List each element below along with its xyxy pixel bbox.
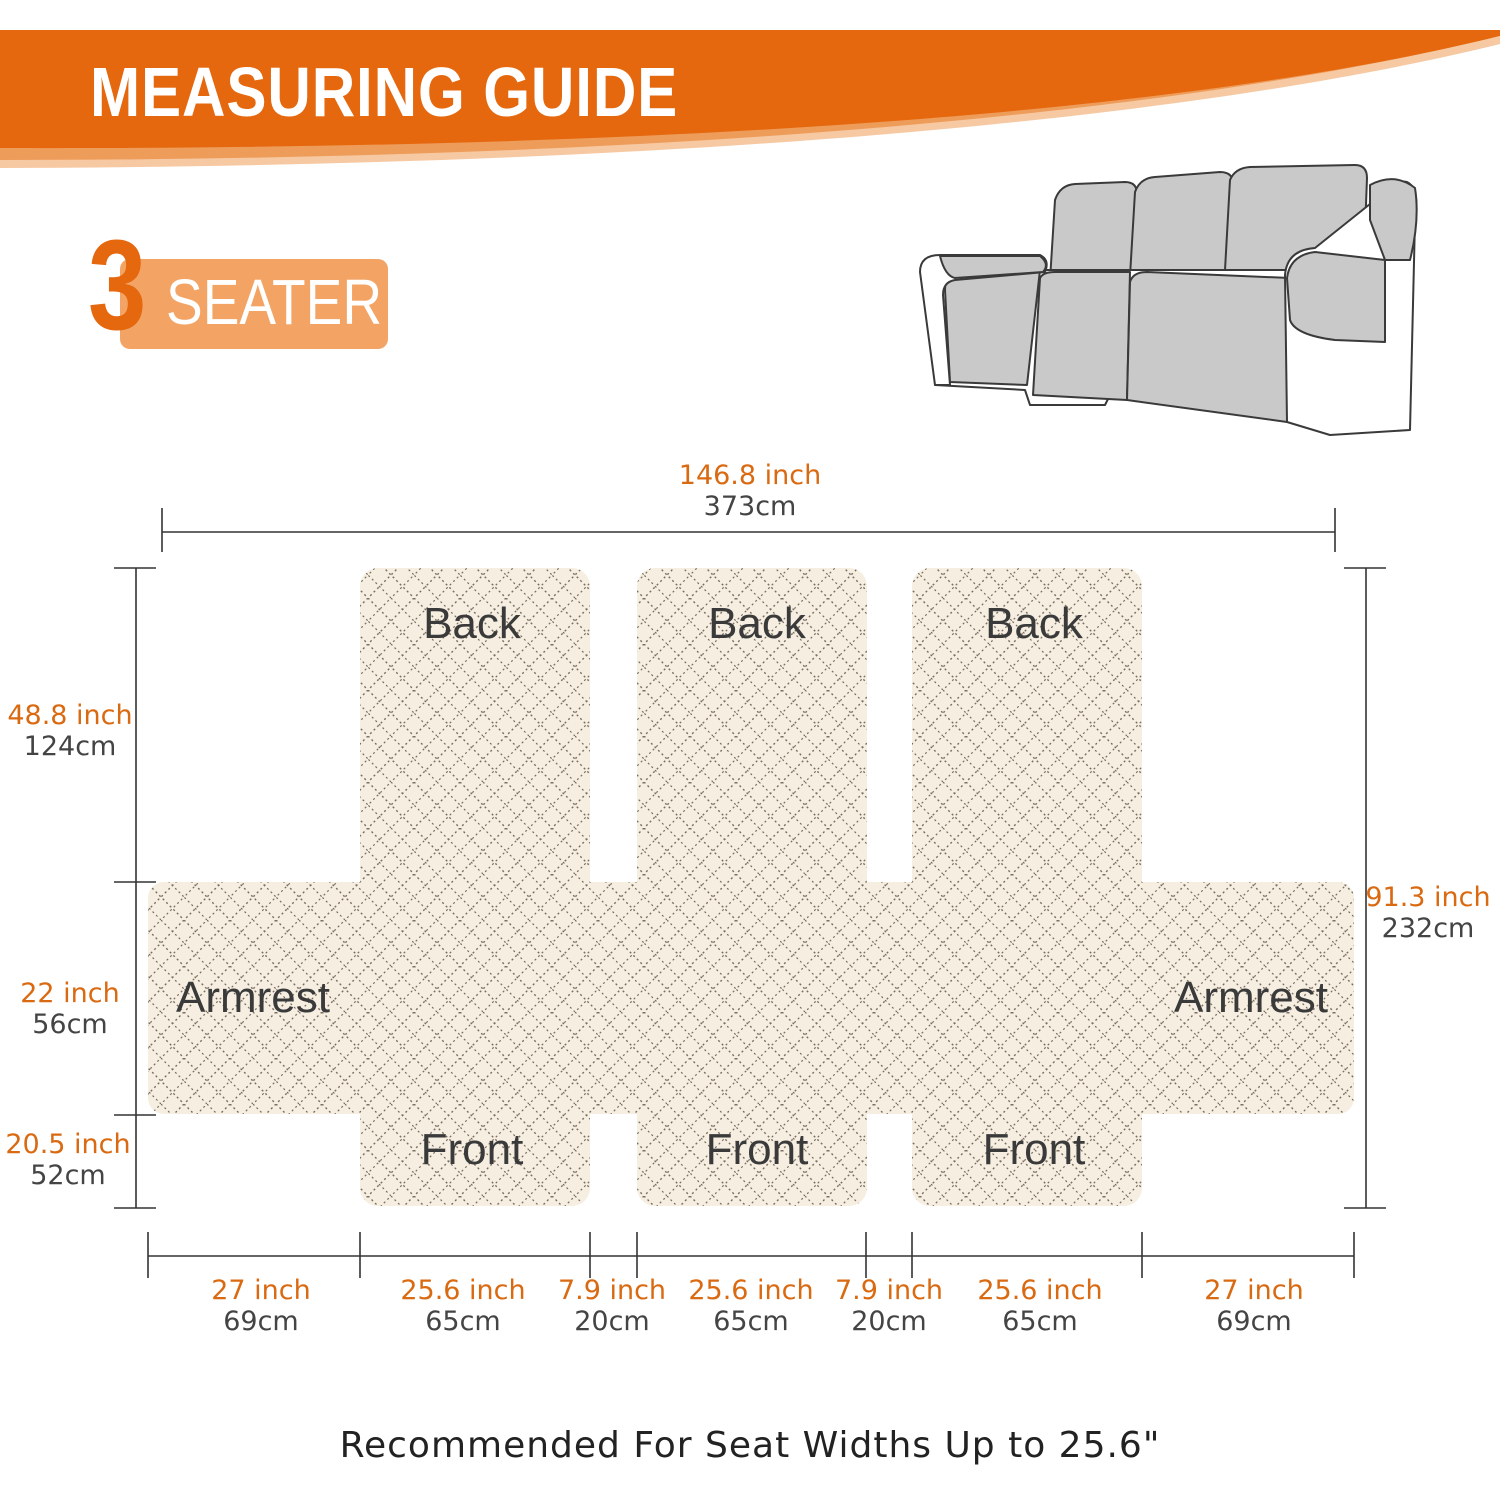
bottom-dim-seat-3: 25.6 inch 65cm: [977, 1275, 1103, 1338]
seater-count: 3: [88, 214, 147, 357]
armrest-depth-label: 22 inch 56cm: [20, 978, 120, 1041]
back-label-3: Back: [985, 599, 1083, 648]
bottom-dim-gap-1: 7.9 inch 20cm: [557, 1275, 667, 1338]
recliner-sofa-icon: [915, 160, 1430, 445]
recommendation-note: Recommended For Seat Widths Up to 25.6": [339, 1425, 1161, 1466]
front-height-label: 20.5 inch 52cm: [5, 1129, 131, 1192]
bottom-dim-armrest-right: 27 inch 69cm: [1204, 1275, 1304, 1338]
seater-label: SEATER: [166, 266, 383, 338]
overall-width-label: 146.8 inch 373cm: [678, 460, 822, 523]
bottom-dim-seat-1: 25.6 inch 65cm: [400, 1275, 526, 1338]
back-label-2: Back: [708, 599, 806, 648]
back-height-label: 48.8 inch 124cm: [7, 700, 133, 763]
cover-layout-diagram: [0, 440, 1500, 1400]
bottom-dim-seat-2: 25.6 inch 65cm: [688, 1275, 814, 1338]
front-label-1: Front: [420, 1125, 524, 1174]
front-label-2: Front: [705, 1125, 809, 1174]
bottom-dim-armrest-left: 27 inch 69cm: [211, 1275, 311, 1338]
armrest-label-left: Armrest: [176, 973, 330, 1022]
page-title: MEASURING GUIDE: [90, 53, 679, 131]
armrest-label-right: Armrest: [1174, 973, 1328, 1022]
bottom-dim-gap-2: 7.9 inch 20cm: [834, 1275, 944, 1338]
front-label-3: Front: [982, 1125, 1086, 1174]
overall-height-label: 91.3 inch 232cm: [1365, 882, 1491, 945]
back-label-1: Back: [423, 599, 521, 648]
cover-shape: [148, 568, 1354, 1206]
